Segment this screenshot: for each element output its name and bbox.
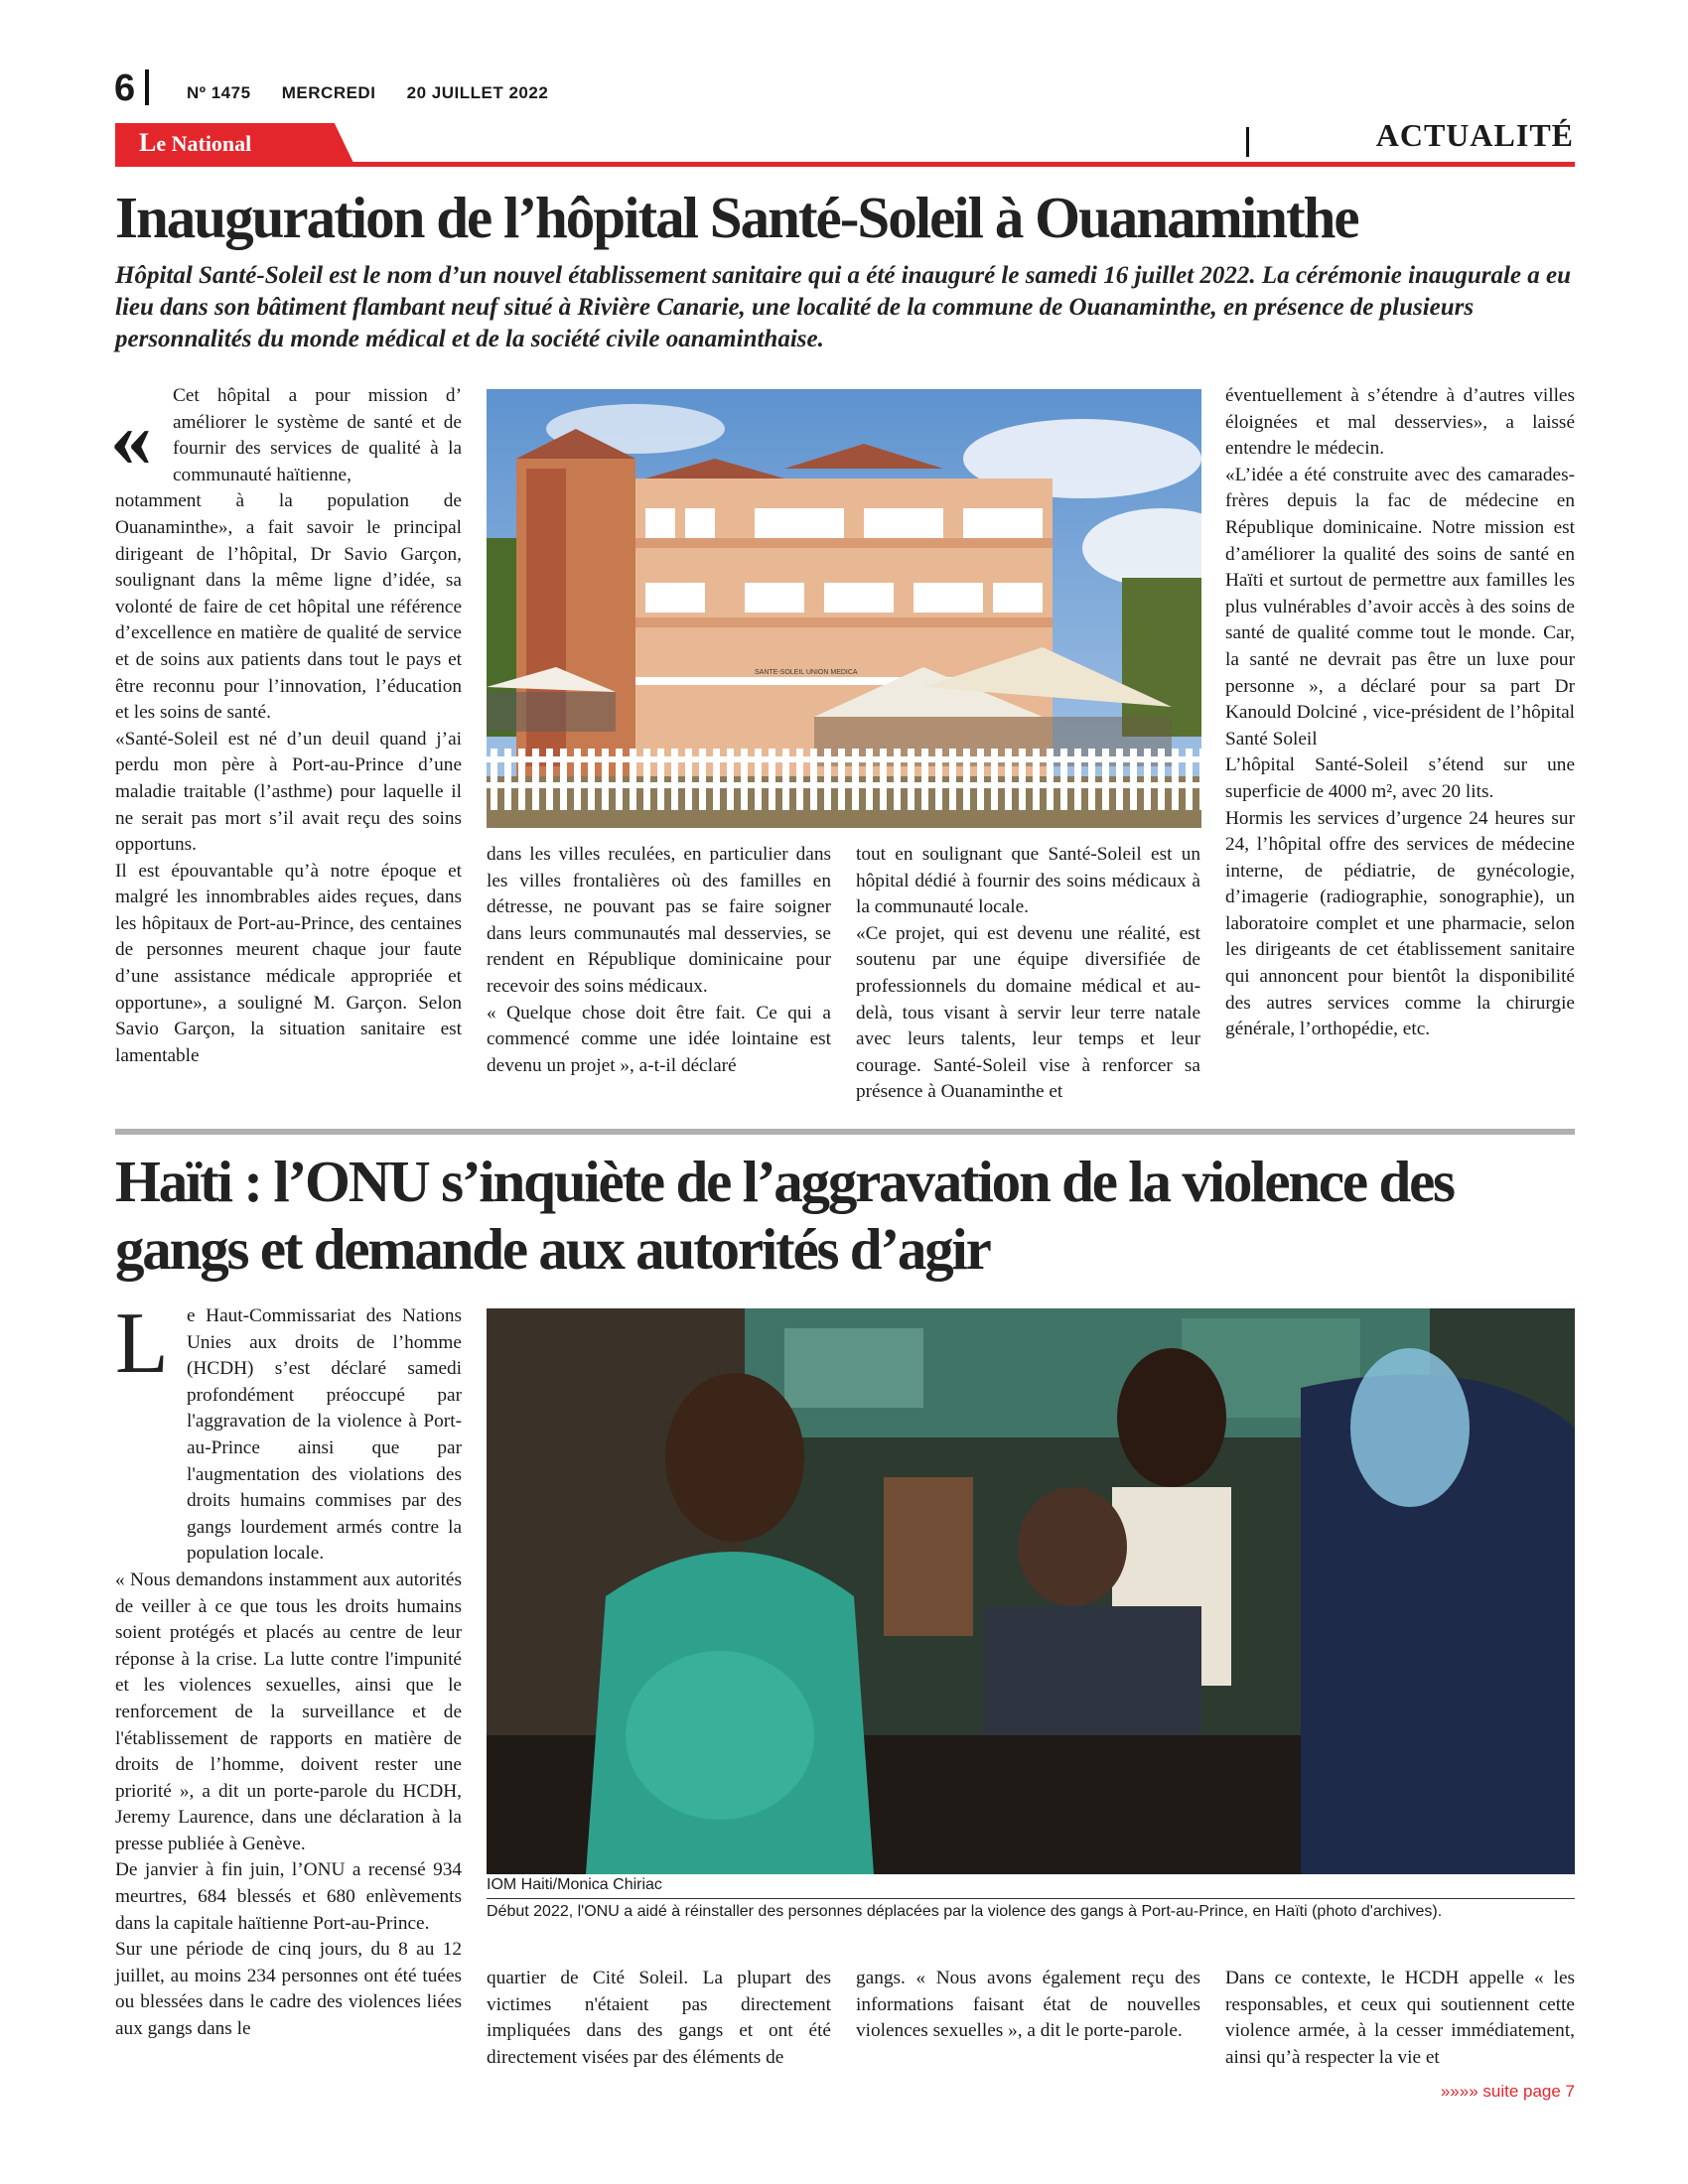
opening-quote-mark: « <box>110 392 152 484</box>
article1-lede: Hôpital Santé-Soleil est le nom d’un nouvel établissement sanitaire qui a été inauguré le samedi 16 juillet 2022. La cérémonie inaugurale a eu lieu dans son bâtiment flambant neuf situé à Rivière Canarie, une localité de la commune de Ouanaminthe, en présence de plusieurs personnalités du monde médical et de la société civile oanaminthaise. <box>115 262 1572 352</box>
fence-picket <box>518 749 525 810</box>
continued-link[interactable]: »»»» suite page 7 <box>1440 2082 1575 2101</box>
hospital-building-photo <box>487 389 1201 828</box>
hospital-illustration <box>487 389 1201 828</box>
article1-column-2 <box>487 842 831 1079</box>
fence-picket <box>699 749 706 810</box>
article2-column-1 <box>115 1303 462 2043</box>
fence-picket <box>630 749 636 810</box>
displaced-people-illustration <box>487 1308 1575 1874</box>
fence-picket <box>935 749 942 810</box>
fence-picket <box>810 749 817 810</box>
fence-picket <box>713 749 720 810</box>
fence-picket <box>1074 749 1081 810</box>
fence-picket <box>504 749 511 810</box>
fence-picket <box>1144 749 1151 810</box>
fence-picket <box>1172 749 1179 810</box>
fence-picket <box>657 749 664 810</box>
paragraph: notamment à la population de Ouanaminthe», a fait savoir le principal dirigeant de l’hôpital, Dr Savio Garçon, soulignant dans la même ligne d’idée, sa volonté de faire de cet hôpital une référence d’excellence en matière de qualité de service et de soins aux patients dans tout le pays et être reconnu pour l’innovation, l’éducation et les soins de santé. <box>115 490 462 724</box>
fence-picket <box>894 749 901 810</box>
paragraph: «Santé-Soleil est né d’un deuil quand j’ai perdu mon père à Port-au-Prince d’une maladie traitable (l’asthme) pour laquelle il ne serait pas mort s’il avait reçu des soins opportuns. <box>115 728 462 856</box>
paragraph: tout en soulignant que Santé-Soleil est un hôpital dédié à fournir des soins médicaux à la communauté locale. <box>856 844 1200 918</box>
paragraph: gangs. « Nous avons également reçu des informations faisant état de nouvelles violences sexuelles », a dit le porte-parole. <box>856 1968 1200 2042</box>
fence-picket <box>991 749 998 810</box>
paragraph: Cet hôpital a pour mission d’ améliorer le système de santé et de fournir des services de qualité à la communauté haïtienne, <box>173 385 462 485</box>
fence-picket <box>977 749 984 810</box>
header-rule <box>115 162 1575 167</box>
fence-picket <box>727 749 734 810</box>
issue-info <box>187 83 574 103</box>
fence-picket <box>685 749 692 810</box>
fence-picket <box>1199 749 1201 810</box>
paragraph: « Nous demandons instamment aux autorités de veiller à ce que tous les droits humains soient protégés et placés au centre de leur réponse à la crise. La lutte contre l'impunité et les violences sexuelles, ainsi que le renforcement de la surveillance et de l'établissement de rapports en matière de droits de l’homme, doivent rester une priorité », a dit un porte-parole du HCDH, Jeremy Laurence, dans une déclaration à la presse publiée à Genève. <box>115 1569 462 1854</box>
fence-picket <box>574 749 581 810</box>
fence-picket <box>1130 749 1137 810</box>
fence-picket <box>838 749 845 810</box>
article1-column-4 <box>1225 383 1575 1043</box>
fence-picket <box>741 749 748 810</box>
paragraph: quartier de Cité Soleil. La plupart des victimes n'étaient pas directement impliquées dans des gangs et ont été directement visées par des éléments de <box>487 1968 831 2068</box>
issue-weekday: MERCREDI <box>281 83 376 102</box>
fence-picket <box>1005 749 1012 810</box>
fence-picket <box>796 749 803 810</box>
displaced-people-photo <box>487 1308 1575 1874</box>
fence-picket <box>1158 749 1165 810</box>
article1-column-3 <box>856 842 1200 1106</box>
fence-picket <box>1033 749 1040 810</box>
paragraph: L’hôpital Santé-Soleil s’étend sur une superficie de 4000 m², avec 20 lits. <box>1225 754 1575 802</box>
paragraph: éventuellement à s’étendre à d’autres villes éloignées et mal desservies», a laissé entendre le médecin. <box>1225 385 1575 460</box>
brand-name: e National <box>156 131 252 156</box>
fence-picket <box>560 749 567 810</box>
paragraph: « Quelque chose doit être fait. Ce qui a commencé comme une idée lointaine est devenu un projet », a-t-il déclaré <box>487 1002 831 1076</box>
brand-initial: L <box>139 128 157 157</box>
fence-picket <box>532 749 539 810</box>
fence-picket <box>1186 749 1193 810</box>
caption-rule <box>487 1898 1575 1899</box>
brand-logo <box>139 128 251 158</box>
fence-picket <box>491 749 497 810</box>
article2-column-4 <box>1225 1966 1575 2071</box>
photo-credit: IOM Haiti/Monica Chiriac <box>487 1876 662 1893</box>
fence-picket <box>824 749 831 810</box>
fence-picket <box>782 749 789 810</box>
fence-picket <box>866 749 873 810</box>
hospital-sign: SANTE-SOLEIL UNION MEDICA <box>755 669 858 676</box>
fence-picket <box>671 749 678 810</box>
fence-picket <box>852 749 859 810</box>
fence-picket <box>963 749 970 810</box>
article1-headline: Inauguration de l’hôpital Santé-Soleil à Ouanaminthe <box>115 185 1358 250</box>
fence-picket <box>588 749 595 810</box>
fence-picket <box>769 749 775 810</box>
fence-picket <box>602 749 609 810</box>
page-number-divider <box>145 69 149 105</box>
paragraph: Dans ce contexte, le HCDH appelle « les responsables, et ceux qui soutiennent cette violence armée, à la cesser immédiatement, ainsi qu’à respecter la vie et <box>1225 1968 1575 2068</box>
article2-column-3 <box>856 1966 1200 2045</box>
article2-headline: Haïti : l’ONU s’inquiète de l’aggravation de la violence des gangs et demande aux autorités d’agir <box>115 1149 1454 1282</box>
drop-cap: L <box>115 1296 169 1392</box>
fence-picket <box>949 749 956 810</box>
section-divider <box>1246 127 1249 157</box>
fence-picket <box>755 749 762 810</box>
article1-column-1 <box>115 383 462 1069</box>
paragraph: Il est épouvantable qu’à notre époque et malgré les innombrables aides reçues, dans les hôpitaux de Port-au-Prince, des centaines de personnes meurent chaque jour faute d’une assistance médicale appropriée et opportune», a souligné M. Garçon. Selon Savio Garçon, la situation sanitaire est lamentable <box>115 860 462 1066</box>
fence-picket <box>1047 749 1054 810</box>
paragraph: Hormis les services d’urgence 24 heures sur 24, l’hôpital offre des services de médecine interne, de pédiatrie, de gynécologie, d’imagerie (radiographie, sonographie), un laboratoire complet et une pharmacie, selon les dirigeants de cet établissement sanitaire qui annoncent pour bientôt la disponibilité des autres services comme la chirurgie générale, l’orthopédie, etc. <box>1225 807 1575 1040</box>
fence-picket <box>616 749 623 810</box>
fence-picket <box>1102 749 1109 810</box>
issue-number: Nº 1475 <box>187 83 251 102</box>
paragraph: De janvier à fin juin, l’ONU a recensé 934 meurtres, 684 blessés et 680 enlèvements dans la capitale haïtienne Port-au-Prince. <box>115 1859 462 1934</box>
article-divider <box>115 1129 1575 1135</box>
paragraph: dans les villes reculées, en particulier dans les villes frontalières où des familles en détresse, ne pouvant pas se faire soigner dans leurs communautés mal desservies, se rendent en République dominicaine pour recevoir des soins médicaux. <box>487 844 831 997</box>
paragraph: Sur une période de cinq jours, du 8 au 12 juillet, au moins 234 personnes ont été tuées ou blessées dans le cadre des violences liées aux gangs dans le <box>115 1939 462 2040</box>
fence-picket <box>921 749 928 810</box>
article2-column-2 <box>487 1966 831 2071</box>
paragraph: «L’idée a été construite avec des camarades-frères depuis la fac de médecine en République dominicaine. Notre mission est d’améliorer la qualité des soins de santé en Haïti et surtout de permettre aux familles les plus vulnérables d’avoir accès à des soins de santé de qualité comme tout le monde. Car, la santé ne devrait pas être un luxe pour personne », a déclaré pour sa part Dr Kanould Dolciné , vice-président de l’hôpital Santé Soleil <box>1225 464 1575 750</box>
fence-picket <box>1060 749 1067 810</box>
fence-picket <box>1019 749 1026 810</box>
fence-picket <box>1088 749 1095 810</box>
paragraph: e Haut-Commissariat des Nations Unies aux droits de l’homme (HCDH) s’est déclaré samedi profondément préoccupé par l'aggravation de la violence à Port-au-Prince ainsi que par l'augmentation des violations des droits humains commises par des gangs lourdement armés contre la population locale. <box>187 1305 462 1565</box>
page-number: 6 <box>114 68 136 109</box>
fence-picket <box>1116 749 1123 810</box>
fence-picket <box>880 749 887 810</box>
photo-caption: Début 2022, l'ONU a aidé à réinstaller des personnes déplacées par la violence des gangs à Port-au-Prince, en Haïti (photo d'archives). <box>487 1903 1443 1920</box>
fence-picket <box>643 749 650 810</box>
fence-picket <box>546 749 553 810</box>
paragraph: «Ce projet, qui est devenu une réalité, est soutenu par une équipe diversifiée de professionnels du domaine médical et au-delà, tous visant à servir leur terre natale avec leurs talents, leur temps et leur courage. Santé-Soleil vise à renforcer sa présence à Ouanaminthe et <box>856 922 1200 1103</box>
section-label: ACTUALITÉ <box>1375 117 1574 153</box>
issue-date: 20 JUILLET 2022 <box>406 83 549 102</box>
fence-picket <box>908 749 914 810</box>
